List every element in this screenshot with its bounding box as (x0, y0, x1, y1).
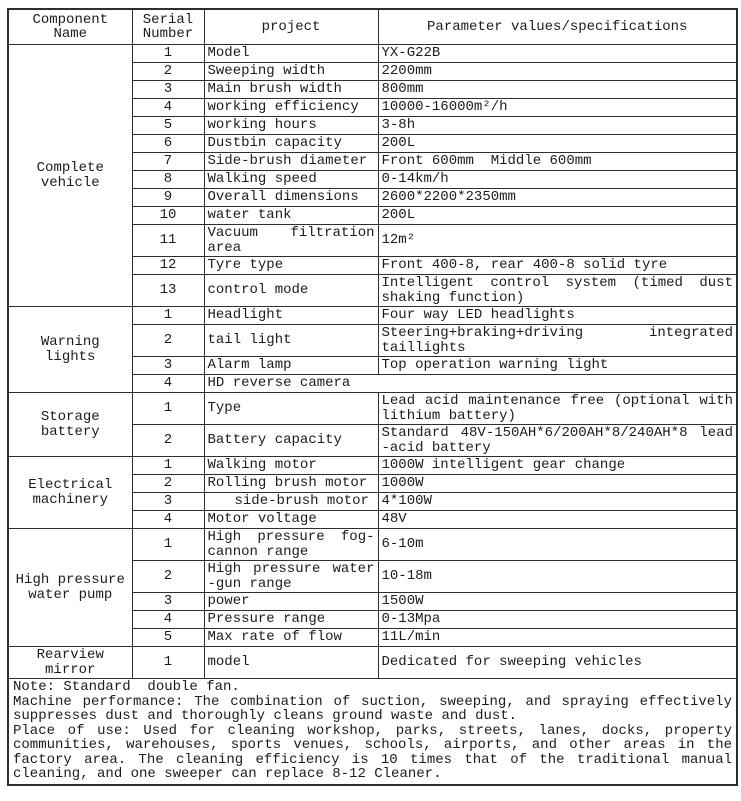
project-cell: Main brush width (204, 81, 378, 99)
project-cell: tail light (204, 325, 378, 357)
serial-number-cell: 2 (132, 475, 204, 493)
project-cell: Alarm lamp (204, 357, 378, 375)
header-component-name: Component Name (8, 9, 132, 45)
serial-number-cell: 2 (132, 425, 204, 457)
parameter-value-cell: Four way LED headlights (378, 307, 737, 325)
serial-number-cell: 12 (132, 257, 204, 275)
parameter-value-cell: Dedicated for sweeping vehicles (378, 647, 737, 679)
parameter-value-cell: Front 600mm Middle 600mm (378, 153, 737, 171)
serial-number-cell: 4 (132, 375, 204, 393)
project-cell: power (204, 593, 378, 611)
table-row (8, 647, 737, 679)
project-cell: working efficiency (204, 99, 378, 117)
parameter-value-cell: Steering+braking+driving integrated taillights (378, 325, 737, 357)
parameter-value-cell: 12m² (378, 225, 737, 257)
project-cell: side-brush motor (204, 493, 378, 511)
parameter-value-cell: 800mm (378, 81, 737, 99)
project-cell: Vacuum filtration area (204, 225, 378, 257)
project-cell: working hours (204, 117, 378, 135)
parameter-value-cell: Lead acid maintenance free (optional with lithium battery) (378, 393, 737, 425)
serial-number-cell: 4 (132, 99, 204, 117)
serial-number-cell: 3 (132, 593, 204, 611)
project-cell: HD reverse camera (204, 375, 737, 393)
parameter-value-cell: Front 400-8, rear 400-8 solid tyre (378, 257, 737, 275)
parameter-value-cell: 4*100W (378, 493, 737, 511)
parameter-value-cell: 10000-16000m²/h (378, 99, 737, 117)
serial-number-cell: 4 (132, 511, 204, 529)
serial-number-cell: 5 (132, 629, 204, 647)
project-cell: Motor voltage (204, 511, 378, 529)
header-row (8, 9, 737, 45)
project-cell: Dustbin capacity (204, 135, 378, 153)
serial-number-cell: 1 (132, 45, 204, 63)
project-cell: Model (204, 45, 378, 63)
component-name-cell: Rearview mirror (8, 647, 132, 679)
project-cell: Type (204, 393, 378, 425)
serial-number-cell: 1 (132, 457, 204, 475)
project-cell: Max rate of flow (204, 629, 378, 647)
parameter-value-cell: 48V (378, 511, 737, 529)
table-row (8, 307, 737, 325)
table-row (8, 529, 737, 561)
serial-number-cell: 5 (132, 117, 204, 135)
component-name-cell: Storage battery (8, 393, 132, 457)
header-parameter-values: Parameter values/specifications (378, 9, 737, 45)
specification-table (7, 8, 738, 786)
parameter-value-cell: 1000W (378, 475, 737, 493)
project-cell: Side-brush diameter (204, 153, 378, 171)
note-standard-fan: Note: Standard double fan. (13, 679, 240, 695)
table-row (8, 45, 737, 63)
notes-row (8, 679, 737, 785)
parameter-value-cell: 10-18m (378, 561, 737, 593)
serial-number-cell: 1 (132, 307, 204, 325)
spec-table-body (8, 45, 737, 679)
table-row (8, 457, 737, 475)
project-cell: control mode (204, 275, 378, 307)
parameter-value-cell: 6-10m (378, 529, 737, 561)
serial-number-cell: 10 (132, 207, 204, 225)
parameter-value-cell: 1000W intelligent gear change (378, 457, 737, 475)
project-cell: model (204, 647, 378, 679)
parameter-value-cell: 2200mm (378, 63, 737, 81)
serial-number-cell: 3 (132, 81, 204, 99)
serial-number-cell: 6 (132, 135, 204, 153)
header-serial-number: Serial Number (132, 9, 204, 45)
header-project: project (204, 9, 378, 45)
project-cell: Walking speed (204, 171, 378, 189)
parameter-value-cell: 200L (378, 207, 737, 225)
serial-number-cell: 2 (132, 561, 204, 593)
project-cell: water tank (204, 207, 378, 225)
serial-number-cell: 1 (132, 393, 204, 425)
serial-number-cell: 4 (132, 611, 204, 629)
notes-section (8, 679, 737, 785)
serial-number-cell: 1 (132, 529, 204, 561)
table-header (8, 9, 737, 45)
parameter-value-cell: 200L (378, 135, 737, 153)
project-cell: High pressure water​-gun range (204, 561, 378, 593)
parameter-value-cell: 11L/min (378, 629, 737, 647)
project-cell: Headlight (204, 307, 378, 325)
serial-number-cell: 11 (132, 225, 204, 257)
component-name-cell: Electrical machinery (8, 457, 132, 529)
project-cell: Battery capacity (204, 425, 378, 457)
project-cell: Pressure range (204, 611, 378, 629)
parameter-value-cell: 0-14km/h (378, 171, 737, 189)
parameter-value-cell: Standard 48V-150AH*6/200AH*8/240AH*8 lead​-acid battery (378, 425, 737, 457)
parameter-value-cell: 1500W (378, 593, 737, 611)
notes-cell (8, 679, 737, 785)
component-name-cell: Complete vehicle (8, 45, 132, 307)
serial-number-cell: 8 (132, 171, 204, 189)
parameter-value-cell: Top operation warning light (378, 357, 737, 375)
component-name-cell: High pressure water pump (8, 529, 132, 647)
serial-number-cell: 3 (132, 493, 204, 511)
serial-number-cell: 13 (132, 275, 204, 307)
parameter-value-cell: YX-G22B (378, 45, 737, 63)
serial-number-cell: 3 (132, 357, 204, 375)
serial-number-cell: 2 (132, 63, 204, 81)
parameter-value-cell: 3-8h (378, 117, 737, 135)
component-name-cell: Warning lights (8, 307, 132, 393)
project-cell: Rolling brush motor (204, 475, 378, 493)
serial-number-cell: 2 (132, 325, 204, 357)
serial-number-cell: 9 (132, 189, 204, 207)
project-cell: High pressure fog-cannon range (204, 529, 378, 561)
serial-number-cell: 7 (132, 153, 204, 171)
serial-number-cell: 1 (132, 647, 204, 679)
note-machine-performance: Machine performance: The combination of suction, sweeping, and spraying effectively suppresses dust and thoroughly cleans ground waste and dust. (13, 693, 732, 724)
project-cell: Tyre type (204, 257, 378, 275)
project-cell: Walking motor (204, 457, 378, 475)
table-row (8, 393, 737, 425)
project-cell: Overall dimensions (204, 189, 378, 207)
project-cell: Sweeping width (204, 63, 378, 81)
parameter-value-cell: 0-13Mpa (378, 611, 737, 629)
parameter-value-cell: Intelligent control system (timed dust shaking function) (378, 275, 737, 307)
parameter-value-cell: 2600*2200*2350mm (378, 189, 737, 207)
note-place-of-use: Place of use: Used for cleaning workshop, parks, streets, lanes, docks, property communities, warehouses, sports venues, schools, airports, and other areas in the factory area. The cleaning efficiency is 10 times that of the traditional manual cleaning, and one sweeper can replace 8-12 Cleaner. (13, 722, 732, 782)
